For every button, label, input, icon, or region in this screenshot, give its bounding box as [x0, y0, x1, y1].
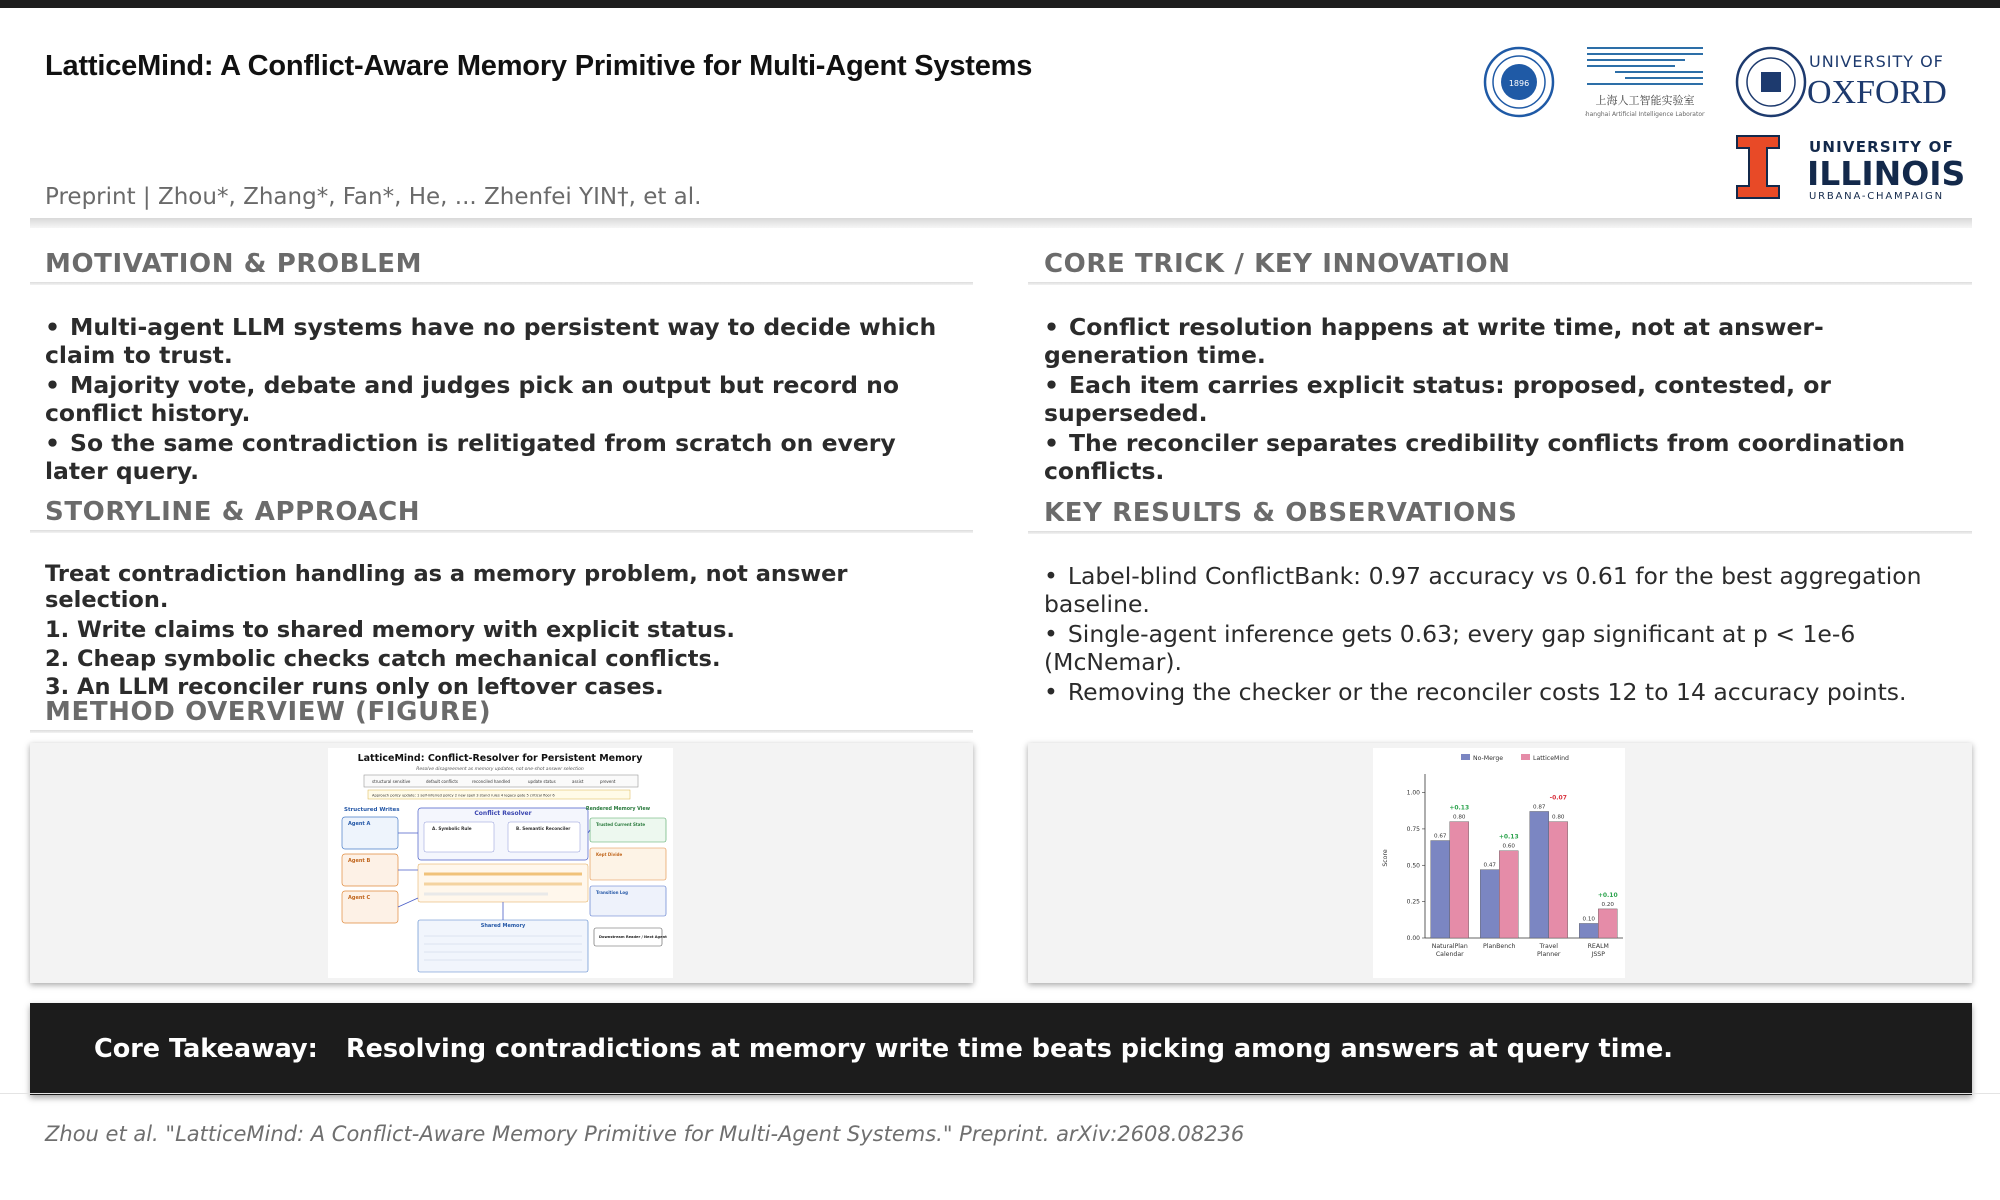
core-trick-bullet-3: • The reconciler separates credibility conflicts from coordination conflicts. — [1044, 429, 1906, 485]
svg-text:B. Semantic Reconciler: B. Semantic Reconciler — [516, 826, 571, 831]
svg-text:UNIVERSITY OF: UNIVERSITY OF — [1809, 138, 1955, 156]
svg-text:assist: assist — [572, 779, 584, 784]
footer-divider — [0, 1093, 2000, 1094]
method-figure — [328, 748, 673, 978]
x-tick-label-2-1: Planner — [1537, 951, 1561, 958]
storyline-step-3: 3. An LLM reconciler runs only on leftover cases. — [45, 674, 664, 700]
svg-text:update status: update status — [528, 779, 556, 784]
core-trick-bullet-1: • Conflict resolution happens at write time, not at answer- generation time. — [1044, 313, 1824, 369]
motivation-bullet-3: • So the same contradiction is relitigated from scratch on every later query. — [45, 429, 896, 485]
sjtu-year: 1896 — [1508, 79, 1530, 88]
takeaway-text: Resolving contradictions at memory write time beats picking among answers at query time. — [346, 1034, 1673, 1064]
x-tick-label-3-1: JSSP — [1591, 951, 1605, 958]
core-trick-heading: CORE TRICK / KEY INNOVATION — [1044, 249, 1511, 279]
x-tick-label-1-0: PlanBench — [1483, 943, 1516, 950]
bar-1-2 — [1549, 822, 1568, 938]
delta-label-0: +0.13 — [1449, 804, 1470, 812]
bar-1-1 — [1499, 851, 1518, 938]
y-tick-label-1: 0.25 — [1406, 898, 1420, 906]
svg-text:ILLINOIS: ILLINOIS — [1807, 154, 1966, 193]
bar-value-label-0-0: 0.67 — [1434, 833, 1447, 840]
delta-label-1: +0.13 — [1498, 833, 1519, 841]
x-tick-label-2-0: Travel — [1539, 943, 1558, 950]
svg-text:Kept Divide: Kept Divide — [596, 852, 623, 857]
x-tick-label-3-0: REALM — [1587, 943, 1609, 950]
svg-text:Shanghai Artificial Intelligen: Shanghai Artificial Intelligence Laboratory — [1585, 111, 1705, 118]
results-rule — [1028, 531, 1972, 534]
results-figure-panel — [1028, 743, 1972, 983]
y-tick-label-0: 0.00 — [1406, 935, 1420, 942]
svg-text:Structured Writes: Structured Writes — [344, 807, 400, 813]
motivation-bullet-2: • Majority vote, debate and judges pick an output but record no conflict history. — [45, 371, 900, 427]
x-tick-label-0-1: Calendar — [1435, 951, 1464, 958]
oxford-logo — [1735, 46, 1971, 120]
svg-text:structural sensitive: structural sensitive — [372, 779, 411, 784]
top-bar — [0, 0, 2000, 8]
y-tick-label-2: 0.50 — [1406, 862, 1420, 870]
bar-value-label-1-1: 0.60 — [1502, 843, 1515, 850]
svg-text:UNIVERSITY OF: UNIVERSITY OF — [1809, 52, 1944, 71]
results-bar-chart — [1373, 748, 1625, 978]
svg-text:Trusted Current State: Trusted Current State — [596, 822, 646, 827]
svg-text:Agent B: Agent B — [348, 858, 371, 864]
svg-text:Downstream Reader / Next Agent: Downstream Reader / Next Agent — [599, 935, 667, 939]
bar-value-label-1-0: 0.80 — [1453, 814, 1466, 821]
svg-text:Resolve disagreement as memory: Resolve disagreement as memory updates, not one-shot answer selection — [416, 767, 584, 772]
legend-label-0: No-Merge — [1473, 755, 1504, 762]
svg-text:OXFORD: OXFORD — [1807, 74, 1947, 111]
storyline-rule — [30, 530, 973, 533]
bar-value-label-0-1: 0.47 — [1483, 862, 1496, 869]
sjtu-logo — [1483, 46, 1555, 118]
svg-text:Approach policy update: 1 sel: Approach policy update: 1 self-inferred policy 2 new spell 3 stand rules 4 legacy gate 5 critical floor 6 — [372, 793, 555, 798]
results-bullet-2: • Single-agent inference gets 0.63; every gap significant at p < 1e-6 (McNemar). — [1044, 620, 1856, 676]
method-figure-panel — [30, 743, 973, 983]
bar-value-label-1-2: 0.80 — [1552, 814, 1565, 821]
core-trick-bullet-2: • Each item carries explicit status: proposed, contested, or superseded. — [1044, 371, 1832, 427]
shanghai-ai-lab-logo — [1585, 44, 1705, 120]
storyline-step-1: 1. Write claims to shared memory with explicit status. — [45, 617, 735, 643]
svg-text:Shared Memory: Shared Memory — [480, 923, 526, 929]
delta-label-2: -0.07 — [1549, 794, 1567, 802]
svg-text:reconciled handled: reconciled handled — [472, 779, 511, 784]
delta-label-3: +0.10 — [1597, 891, 1618, 899]
method-rule — [30, 730, 973, 733]
authors-line: Preprint | Zhou*, Zhang*, Fan*, He, ... Zhenfei YIN†, et al. — [45, 184, 702, 210]
svg-text:LatticeMind: Conflict-Resolver: LatticeMind: Conflict-Resolver for Persistent Memory — [357, 753, 643, 764]
legend-swatch-0 — [1461, 754, 1470, 760]
y-tick-label-4: 1.00 — [1406, 789, 1420, 797]
bar-value-label-0-3: 0.10 — [1582, 916, 1595, 923]
bar-0-1 — [1480, 870, 1499, 938]
results-bullet-3: • Removing the checker or the reconciler costs 12 to 14 accuracy points. — [1044, 678, 1907, 706]
svg-text:Conflict Resolver: Conflict Resolver — [474, 810, 532, 817]
svg-text:Transition Log: Transition Log — [596, 890, 628, 895]
bar-0-0 — [1431, 841, 1450, 938]
bar-value-label-0-2: 0.87 — [1533, 804, 1546, 811]
svg-text:上海人工智能实验室: 上海人工智能实验室 — [1595, 94, 1695, 107]
storyline-step-2: 2. Cheap symbolic checks catch mechanical conflicts. — [45, 646, 721, 672]
y-axis-label: Score — [1382, 849, 1389, 867]
storyline-intro: Treat contradiction handling as a memory problem, not answer selection. — [45, 561, 848, 613]
motivation-heading: MOTIVATION & PROBLEM — [45, 249, 423, 279]
svg-text:default conflicts: default conflicts — [426, 779, 459, 784]
method-heading: METHOD OVERVIEW (FIGURE) — [45, 697, 492, 727]
svg-text:A. Symbolic Rule: A. Symbolic Rule — [432, 826, 472, 831]
bar-0-2 — [1530, 811, 1549, 938]
bar-value-label-1-3: 0.20 — [1601, 901, 1614, 908]
paper-title: LatticeMind: A Conflict-Aware Memory Primitive for Multi-Agent Systems — [45, 50, 1033, 82]
y-tick-label-3: 0.75 — [1406, 825, 1420, 833]
legend-label-1: LatticeMind — [1533, 755, 1569, 762]
motivation-bullet-1: • Multi-agent LLM systems have no persistent way to decide which claim to trust. — [45, 313, 937, 369]
results-bullet-1: • Label-blind ConflictBank: 0.97 accuracy vs 0.61 for the best aggregation baseline. — [1044, 562, 1922, 618]
svg-text:Rendered Memory View: Rendered Memory View — [585, 807, 651, 812]
storyline-heading: STORYLINE & APPROACH — [45, 497, 421, 527]
takeaway-label: Core Takeaway: — [94, 1034, 318, 1064]
bar-0-3 — [1579, 923, 1598, 938]
svg-text:URBANA-CHAMPAIGN: URBANA-CHAMPAIGN — [1809, 191, 1944, 202]
results-heading: KEY RESULTS & OBSERVATIONS — [1044, 498, 1518, 528]
bar-1-0 — [1450, 822, 1469, 938]
svg-text:prevent: prevent — [600, 779, 616, 784]
citation: Zhou et al. "LatticeMind: A Conflict-Aware Memory Primitive for Multi-Agent Systems." Preprint. arXiv:2608.08236 — [45, 1122, 1245, 1146]
core-trick-rule — [1028, 282, 1972, 285]
svg-text:Agent A: Agent A — [348, 821, 371, 827]
illinois-logo — [1735, 134, 1971, 202]
core-takeaway-banner — [30, 1003, 1972, 1095]
x-tick-label-0-0: NaturalPlan — [1431, 943, 1468, 950]
bar-1-3 — [1598, 909, 1617, 938]
motivation-rule — [30, 282, 973, 285]
header-divider — [30, 218, 1972, 228]
svg-text:Agent C: Agent C — [348, 895, 371, 901]
legend-swatch-1 — [1521, 754, 1530, 760]
